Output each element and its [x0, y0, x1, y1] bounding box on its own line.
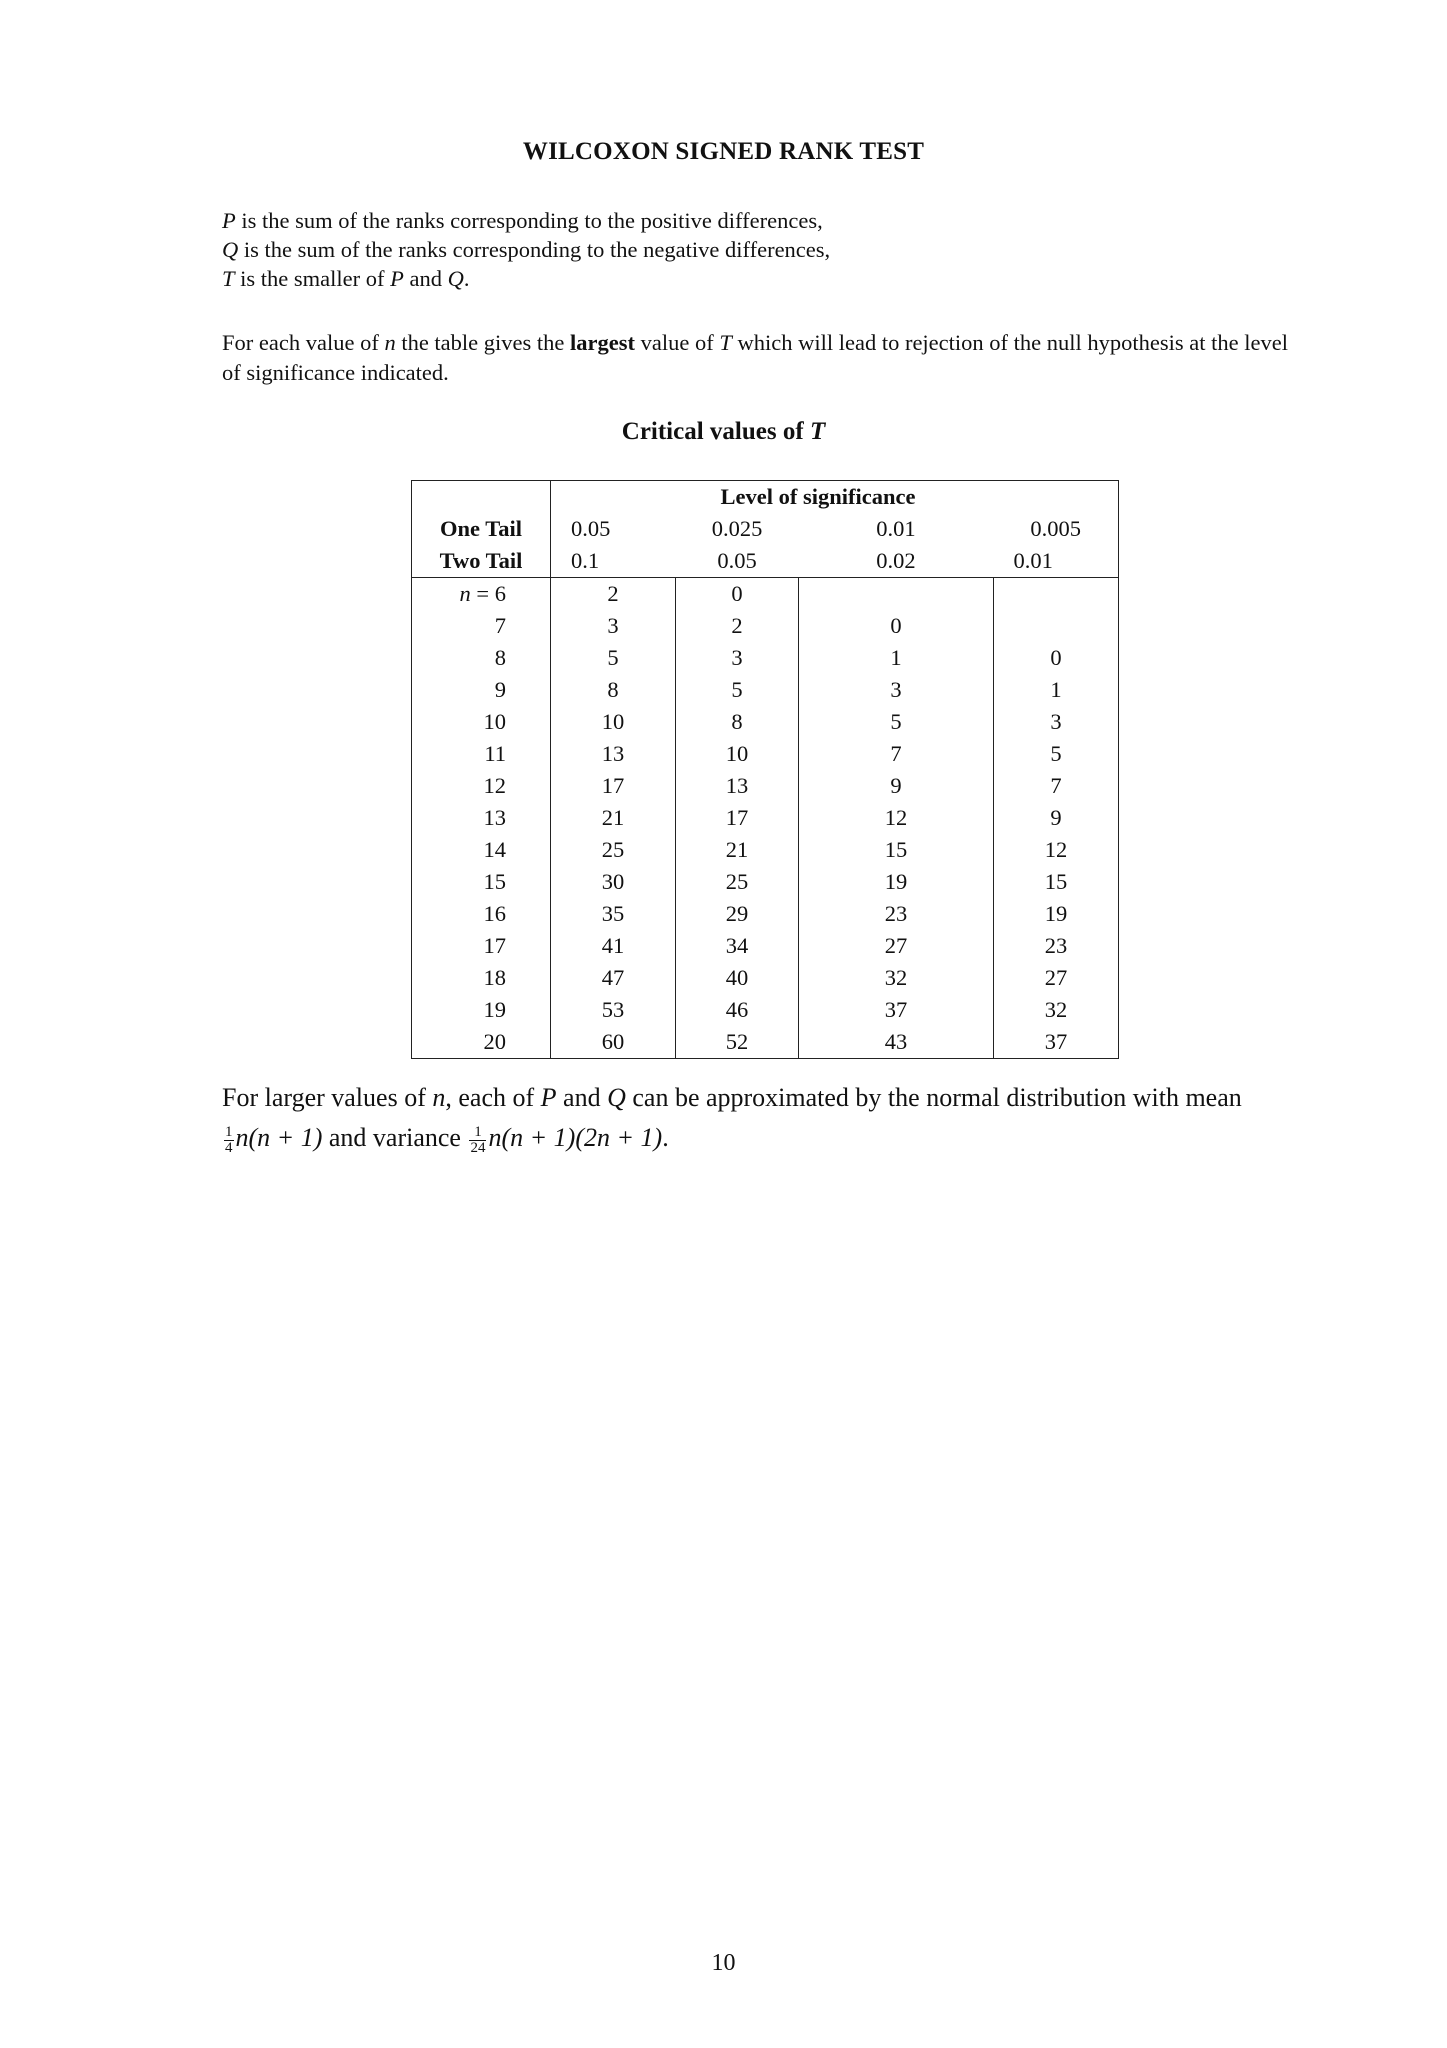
critical-value-cell: 43 — [799, 1026, 994, 1059]
critical-value-cell: 32 — [993, 994, 1118, 1026]
table-title: Critical values of T — [621, 418, 826, 445]
critical-value-cell: 5 — [551, 642, 676, 674]
critical-value-cell: 27 — [993, 962, 1118, 994]
n-value: 17 — [412, 930, 551, 962]
table-row — [412, 770, 1119, 802]
two-tail-row: Two Tail 0.1 0.05 0.02 0.01 — [412, 545, 1119, 578]
critical-value-cell: 13 — [551, 738, 676, 770]
critical-value-cell: 5 — [993, 738, 1118, 770]
critical-value-cell: 30 — [551, 866, 676, 898]
critical-value-cell: 0 — [993, 642, 1118, 674]
critical-value-cell: 46 — [676, 994, 799, 1026]
n-value: 10 — [412, 706, 551, 738]
critical-value-cell: 17 — [676, 802, 799, 834]
critical-value-cell: 37 — [799, 994, 994, 1026]
table-row — [412, 802, 1119, 834]
critical-value-cell — [993, 610, 1118, 642]
table-row — [412, 1026, 1119, 1059]
n-value: 8 — [412, 642, 551, 674]
critical-value-cell: 21 — [551, 802, 676, 834]
critical-values-table — [411, 480, 1119, 1059]
critical-value-cell: 12 — [799, 802, 994, 834]
level-header-row — [412, 481, 1119, 514]
critical-value-cell: 7 — [799, 738, 994, 770]
critical-value-cell: 9 — [993, 802, 1118, 834]
n-value: 11 — [412, 738, 551, 770]
critical-value-cell: 5 — [676, 674, 799, 706]
n-value: 19 — [412, 994, 551, 1026]
critical-value-cell: 0 — [799, 610, 994, 642]
critical-value-cell — [993, 578, 1118, 611]
definitions — [222, 206, 1272, 293]
one-tail-label: One Tail — [412, 513, 551, 545]
n-value: 20 — [412, 1026, 551, 1059]
critical-value-cell: 41 — [551, 930, 676, 962]
critical-value-cell: 21 — [676, 834, 799, 866]
critical-value-cell: 3 — [676, 642, 799, 674]
two-tail-label: Two Tail — [412, 545, 551, 578]
n-value: 14 — [412, 834, 551, 866]
critical-value-cell: 9 — [799, 770, 994, 802]
table-row — [412, 578, 1119, 611]
table-row — [412, 898, 1119, 930]
table-row — [412, 834, 1119, 866]
table-row — [412, 738, 1119, 770]
n-value: n = 6 — [412, 578, 551, 611]
n-value: 7 — [412, 610, 551, 642]
critical-value-cell: 12 — [993, 834, 1118, 866]
critical-value-cell: 40 — [676, 962, 799, 994]
critical-value-cell: 25 — [676, 866, 799, 898]
critical-value-cell: 53 — [551, 994, 676, 1026]
critical-value-cell: 52 — [676, 1026, 799, 1059]
critical-value-cell: 3 — [993, 706, 1118, 738]
page-title: WILCOXON SIGNED RANK TEST — [522, 138, 925, 165]
n-value: 18 — [412, 962, 551, 994]
mean-fraction: $\frac{1}{4}$ — [225, 1123, 233, 1156]
intro-paragraph: For each value of n the table gives the largest value of T which will lead to rejection of the null hypothesis at the level of significance indicated. — [222, 330, 1288, 385]
approximation-note: For larger values of n, each of P and Q can be approximated by the normal distribution with mean $\frac{1}{4}$ n(n + 1) and variance $\frac{1}{24}$ n(n + 1)(2n + 1). — [222, 1083, 1242, 1156]
critical-value-cell: 32 — [799, 962, 994, 994]
critical-value-cell: 10 — [676, 738, 799, 770]
critical-value-cell: 23 — [799, 898, 994, 930]
level-of-significance-label: Level of significance — [721, 481, 916, 514]
critical-value-cell: 37 — [993, 1026, 1118, 1059]
critical-value-cell: 19 — [799, 866, 994, 898]
critical-value-cell: 1 — [993, 674, 1118, 706]
table-row — [412, 610, 1119, 642]
critical-value-cell: 34 — [676, 930, 799, 962]
n-value: 16 — [412, 898, 551, 930]
definition-p: P is the sum of the ranks corresponding to the positive differences, — [222, 208, 823, 233]
page-number: 10 — [711, 1950, 736, 1976]
critical-value-cell: 15 — [799, 834, 994, 866]
table-row — [412, 930, 1119, 962]
critical-value-cell: 2 — [676, 610, 799, 642]
table-row — [412, 994, 1119, 1026]
table-row — [412, 674, 1119, 706]
n-value: 15 — [412, 866, 551, 898]
critical-value-cell — [799, 578, 994, 611]
critical-value-cell: 15 — [993, 866, 1118, 898]
critical-value-cell: 19 — [993, 898, 1118, 930]
definition-t: T is the smaller of P and Q. — [222, 266, 470, 291]
table-row — [412, 962, 1119, 994]
critical-value-cell: 8 — [676, 706, 799, 738]
critical-value-cell: 60 — [551, 1026, 676, 1059]
variance-fraction: $\frac{1}{24}$ — [470, 1123, 486, 1156]
table-row — [412, 866, 1119, 898]
critical-value-cell: 8 — [551, 674, 676, 706]
critical-value-cell: 5 — [799, 706, 994, 738]
critical-value-cell: 35 — [551, 898, 676, 930]
critical-value-cell: 3 — [551, 610, 676, 642]
one-tail-row: One Tail 0.05 0.025 0.01 0.005 — [412, 513, 1119, 545]
table-row — [412, 706, 1119, 738]
critical-value-cell: 25 — [551, 834, 676, 866]
critical-value-cell: 2 — [551, 578, 676, 611]
n-value: 13 — [412, 802, 551, 834]
critical-value-cell: 23 — [993, 930, 1118, 962]
critical-value-cell: 29 — [676, 898, 799, 930]
critical-value-cell: 10 — [551, 706, 676, 738]
critical-value-cell: 47 — [551, 962, 676, 994]
table-row — [412, 642, 1119, 674]
critical-value-cell: 0 — [676, 578, 799, 611]
definition-q: Q is the sum of the ranks corresponding to the negative differences, — [222, 237, 831, 262]
critical-value-cell: 7 — [993, 770, 1118, 802]
critical-value-cell: 13 — [676, 770, 799, 802]
critical-value-cell: 27 — [799, 930, 994, 962]
n-value: 9 — [412, 674, 551, 706]
critical-value-cell: 3 — [799, 674, 994, 706]
critical-value-cell: 1 — [799, 642, 994, 674]
critical-value-cell: 17 — [551, 770, 676, 802]
n-value: 12 — [412, 770, 551, 802]
